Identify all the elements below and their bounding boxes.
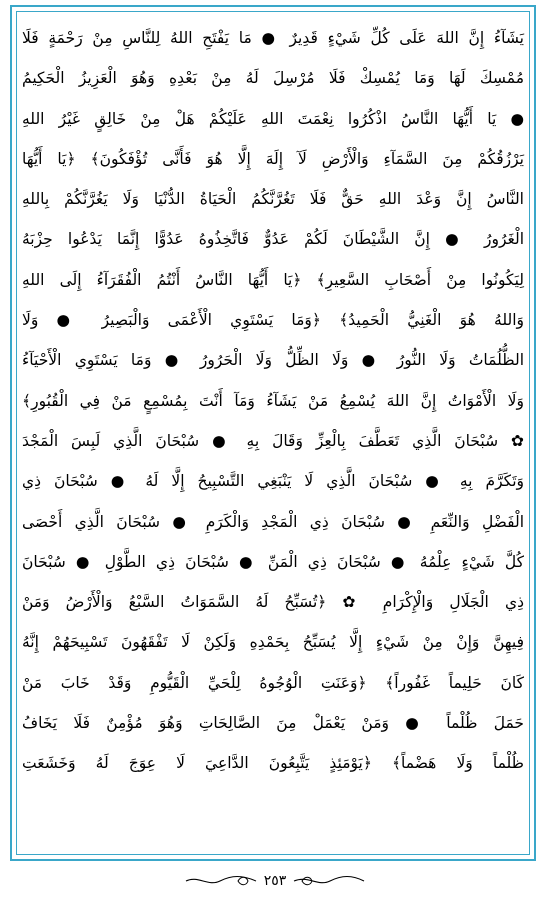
text-line: ذِي الْجَلَالِ وَالْإِكْرَامِ ✿ ﴿تُسَبِّحُ لَهُ السَّمَوَاتُ السَّبْعُ وَالْأَرْضُ وَمَنْ xyxy=(22,593,524,612)
text-line: وَتَكَرَّمَ بِهِ ● سُبْحَانَ الَّذِي لَا يَنْبَغِي التَّسْبِيحُ إِلَّا لَهُ ● سُبْحَانَ ذِي xyxy=(22,472,524,491)
text-line: يَرْزُقُكُمْ مِنَ السَّمَآءِ وَالْأَرْضِ لَآ إِلَهَ إِلَّا هُوَ فَأَنَّى تُؤْفَكُونَ﴾ ﴿يَا أَيُّهَا xyxy=(22,149,524,168)
text-line: الْفَضْلِ وَالنِّعَمِ ● سُبْحَانَ ذِي الْمَجْدِ وَالْكَرَمِ ● سُبْحَانَ الَّذِي أَحْصَى xyxy=(22,512,524,531)
text-line: ظُلْماً وَلَا هَضْماً﴾ ﴿يَوْمَئِذٍ يَتَّبِعُونَ الدَّاعِيَ لَا عِوَجَ لَهُ وَخَشَعَتِ xyxy=(22,754,524,773)
text-line: كُلَّ شَيْءٍ عِلْمُهُ ● سُبْحَانَ ذِي الْمَنِّ ● سُبْحَانَ ذِي الطَّوْلِ ● سُبْحَانَ xyxy=(22,552,524,571)
text-line: الْغَرُورُ ● إِنَّ الشَّيْطَانَ لَكُمْ عَدُوٌّ فَاتَّخِذُوهُ عَدُوًّا إِنَّمَا يَدْعُوا حِزْبَهُ xyxy=(22,230,524,249)
text-line: فِيهِنَّ وَإِنْ مِنْ شَيْءٍ إِلَّا يُسَبِّحُ بِحَمْدِهِ وَلَكِنْ لَا تَفْقَهُونَ تَسْبِيحَهُمْ إِنَّهُ xyxy=(22,633,524,652)
text-line: ✿ سُبْحَانَ الَّذِي تَعَطَّفَ بِالْعِزِّ وَقَالَ بِهِ ● سُبْحَانَ الَّذِي لَبِسَ الْمَجْدَ xyxy=(22,431,524,450)
text-line: وَاللهُ هُوَ الْغَنِيُّ الْحَمِيدُ﴾ ﴿وَمَا يَسْتَوِي الْأَعْمَى وَالْبَصِيرُ ● وَلَا xyxy=(22,311,524,330)
ornament-left-icon xyxy=(184,874,258,888)
text-line: ● يَا أَيُّهَا النَّاسُ اذْكُرُوا نِعْمَتَ اللهِ عَلَيْكُمْ هَلْ مِنْ خَالِقٍ غَيْرُ اللهِ xyxy=(22,109,524,128)
text-line: مُمْسِكَ لَهَا وَمَا يُمْسِكْ فَلَا مُرْسِلَ لَهُ مِنْ بَعْدِهِ وَهُوَ الْعَزِيزُ الْحَكِيمُ xyxy=(22,69,524,88)
text-line: النَّاسُ إِنَّ وَعْدَ اللهِ حَقٌّ فَلَا تَغُرَّنَّكُمُ الْحَيَاةُ الدُّنْيَا وَلَا يَغُرَّنَّكُمْ بِاللهِ xyxy=(22,190,524,209)
text-line: لِيَكُونُوا مِنْ أَصْحَابِ السَّعِيرِ﴾ ﴿يَا أَيُّهَا النَّاسُ أَنْتُمُ الْفُقَرَآءُ إِلَى اللهِ xyxy=(22,270,524,289)
text-line: الظُّلُمَاتُ وَلَا النُّورُ ● وَلَا الظِّلُّ وَلَا الْحَرُورُ ● وَمَا يَسْتَوِي الْأَحْيَآءُ xyxy=(22,351,524,370)
text-line: كَانَ حَلِيماً غَفُوراً﴾ ﴿وَعَنَتِ الْوُجُوهُ لِلْحَيِّ الْقَيُّومِ وَقَدْ خَابَ مَنْ xyxy=(22,673,524,692)
prayer-text xyxy=(22,18,524,784)
page-footer xyxy=(0,868,550,894)
text-line: حَمَلَ ظُلْماً ● وَمَنْ يَعْمَلْ مِنَ الصَّالِحَاتِ وَهُوَ مُؤْمِنٌ فَلَا يَخَافُ xyxy=(22,714,524,733)
page-number: ٢٥٣ xyxy=(263,873,287,889)
text-line: وَلَا الْأَمْوَاتُ إِنَّ اللهَ يُسْمِعُ مَنْ يَشَآءُ وَمَآ أَنْتَ بِمُسْمِعٍ مَنْ فِي الْقُبُورِ﴾ xyxy=(22,391,524,410)
text-line: يَشَآءُ إِنَّ اللهَ عَلَى كُلِّ شَيْءٍ قَدِيرٌ ● مَا يَفْتَحِ اللهُ لِلنَّاسِ مِنْ رَحْمَةٍ فَلَا xyxy=(22,29,524,47)
ornament-right-icon xyxy=(292,874,366,888)
